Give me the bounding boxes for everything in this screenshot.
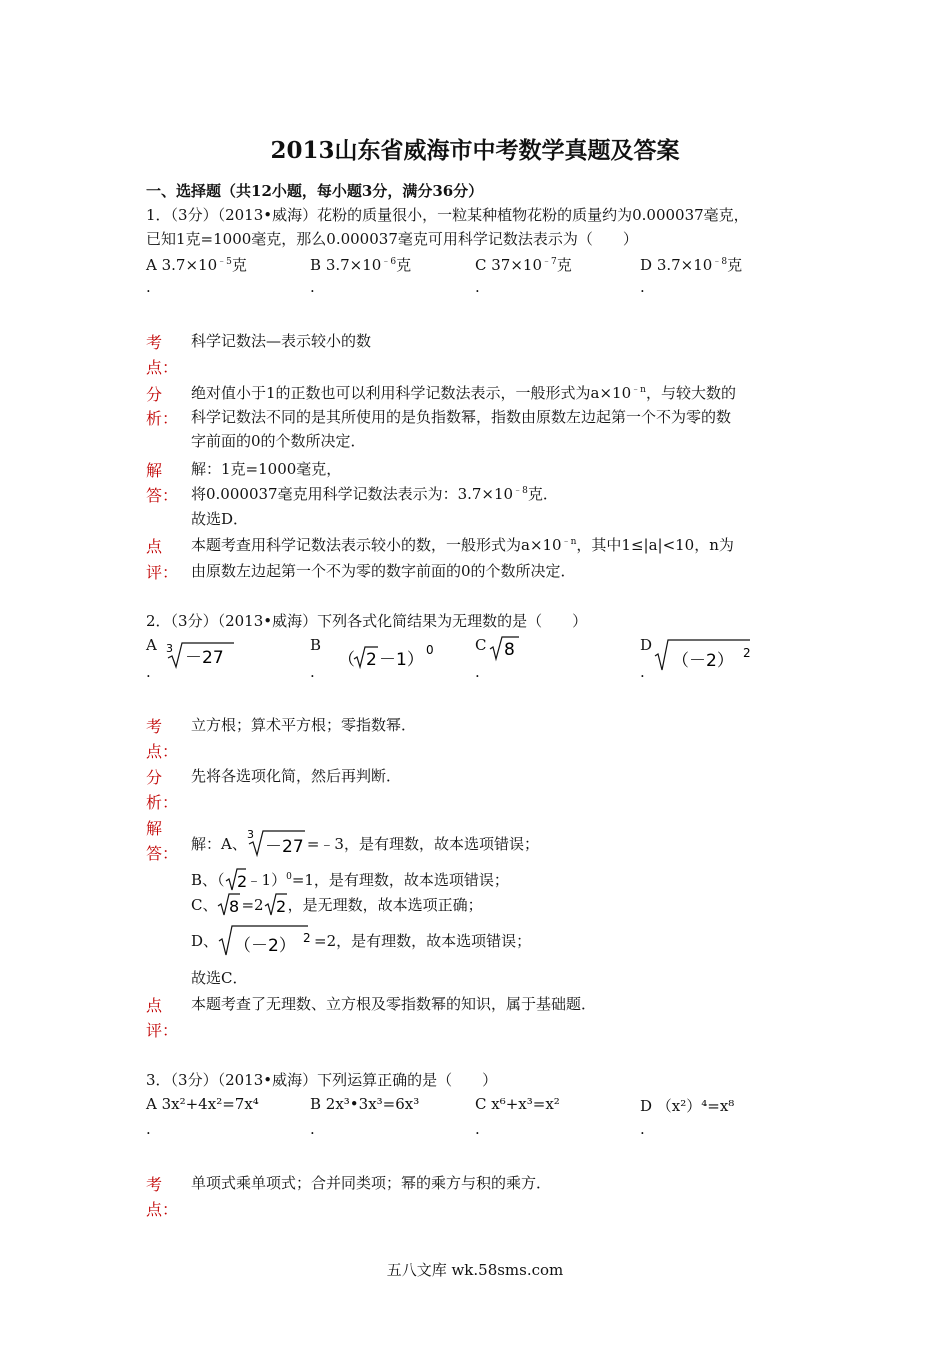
- q2-b-rest: －1）: [379, 650, 424, 670]
- q3-option-d: D （x²）⁴=x⁸: [640, 1097, 735, 1115]
- q1-line2: 已知1克=1000毫克，那么0.000037毫克可用科学记数法表示为（ ）: [146, 230, 638, 248]
- q3-label-dian: 点：: [146, 1200, 179, 1219]
- q2-dot-c: .: [475, 663, 480, 681]
- q2-c-radicand: 8: [504, 640, 515, 660]
- q2-option-a-radical: [166, 640, 236, 674]
- q2-b-exp: 0: [426, 643, 434, 657]
- q2-label-fen: 分: [146, 768, 163, 787]
- q1-label-dian2: 点: [146, 537, 163, 556]
- q1-dot-c: .: [475, 278, 480, 296]
- q1-option-c: C $37\times 10^{﹣7}$克: [475, 256, 572, 274]
- q2-label-jie: 解: [146, 819, 163, 838]
- q2-a-radicand: －27: [185, 648, 224, 668]
- q2-dianping: 本题考查了无理数、立方根及零指数幂的知识，属于基础题．: [191, 995, 597, 1013]
- q1-dot-a: .: [146, 278, 151, 296]
- q2-d-exp: 2: [743, 646, 751, 660]
- q1-label-jie: 解: [146, 461, 163, 480]
- q1-label-ping: 评：: [146, 563, 179, 582]
- q1-kaodian: 科学记数法—表示较小的数: [191, 332, 372, 350]
- q2-label-kao: 考: [146, 717, 163, 736]
- q1-dianping-line1: 本题考查用科学记数法表示较小的数，一般形式为$a\times 10^{﹣n}$，其中1≤|a|<10，n为: [191, 536, 734, 554]
- q3-label-kao: 考: [146, 1175, 163, 1194]
- q2-jieda-d-exp: 2: [303, 931, 311, 945]
- q2-b-inner: 2: [366, 650, 377, 670]
- q2-label-da: 答：: [146, 844, 179, 863]
- q1-label-xi: 析：: [146, 409, 179, 428]
- q3-option-a: A 3x²+4x²=7x⁴: [146, 1095, 259, 1113]
- q1-fenxi-line3: 字前面的0的个数所决定．: [191, 432, 366, 450]
- q1-option-b: B $3.7\times 10^{﹣6}$克: [310, 256, 412, 274]
- q1-option-a: A $3.7\times 10^{﹣5}$克: [146, 256, 247, 274]
- q3-kaodian: 单项式乘单项式；合并同类项；幂的乘方与积的乘方．: [191, 1174, 552, 1192]
- q1-label-da: 答：: [146, 486, 179, 505]
- q3-dot-d: .: [640, 1120, 645, 1138]
- q2-option-b-letter: B: [310, 636, 322, 654]
- q1-jieda-line2: 将0.000037毫克用科学记数法表示为：$3.7\times 10^{﹣8}$克．: [191, 485, 558, 503]
- q1-jieda-line1: 解：1克=1000毫克，: [191, 460, 342, 478]
- q1-dot-b: .: [310, 278, 315, 296]
- q1-label-fen: 分: [146, 385, 163, 404]
- q2-dot-d: .: [640, 663, 645, 681]
- q2-jieda-a-index: 3: [246, 828, 254, 841]
- page-title: 2013山东省威海市中考数学真题及答案: [270, 137, 680, 164]
- q2-jieda-a-radicand: －27: [264, 837, 304, 857]
- q2-kaodian: 立方根；算术平方根；零指数幂．: [191, 716, 417, 734]
- q3-option-c: C x⁶+x³=x²: [475, 1095, 560, 1113]
- q2-option-d-radical: [654, 636, 758, 678]
- page-footer: 五八文库 wk.58sms.com: [386, 1261, 564, 1279]
- q2-option-c-letter: C: [475, 636, 487, 654]
- q2-jieda-b: B、（ 2 ﹣1）$^0$=1，是有理数，故本选项错误；: [191, 871, 509, 891]
- q2-dot-b: .: [310, 663, 315, 681]
- q3-dot-b: .: [310, 1120, 315, 1138]
- q1-option-d: D $3.7\times 10^{﹣8}$克: [640, 256, 743, 274]
- q2-label-dian2: 点: [146, 996, 163, 1015]
- q2-dot-a: .: [146, 663, 151, 681]
- q1-label-kao: 考: [146, 333, 163, 352]
- section-heading: 一、选择题（共12小题，每小题3分，满分36分）: [146, 182, 484, 200]
- q2-jieda-d-radicand: （－2）: [234, 936, 296, 956]
- q2-jieda-end: 故选C．: [191, 969, 248, 987]
- q2-jieda-d: D、 （－2） 2 =2，是有理数，故本选项错误；: [191, 922, 531, 958]
- q1-dianping-line2: 由原数左边起第一个不为零的数字前面的0的个数所决定．: [191, 562, 576, 580]
- q2-fenxi: 先将各选项化简，然后再判断．: [191, 767, 402, 785]
- q2-jieda-c: C、 8 =2 2 ，是无理数，故本选项正确；: [191, 896, 483, 916]
- q2-option-c-radical: [489, 634, 529, 668]
- q2-b-open: （: [338, 650, 355, 670]
- q2-option-d-letter: D: [640, 636, 653, 654]
- q3-dot-c: .: [475, 1120, 480, 1138]
- q1-fenxi-line2: 科学记数法不同的是其所使用的是负指数幂，指数由原数左边起第一个不为零的数: [191, 408, 732, 426]
- q2-jieda-c-inner: 2: [275, 897, 286, 916]
- q3-dot-a: .: [146, 1120, 151, 1138]
- q2-line1: 2．（3分）（2013•威海）下列各式化简结果为无理数的是（ ）: [146, 612, 588, 630]
- q2-jieda-a: 解：A、 3 －27 =﹣3，是有理数，故本选项错误；: [191, 828, 539, 857]
- q1-jieda-line3: 故选D．: [191, 510, 249, 528]
- q2-label-ping: 评：: [146, 1021, 179, 1040]
- q2-option-a-letter: A: [146, 636, 157, 654]
- q2-label-dian: 点：: [146, 742, 179, 761]
- q3-option-b: B 2x³•3x³=6x³: [310, 1095, 420, 1113]
- q2-option-b-expr: [338, 640, 448, 676]
- q2-label-xi: 析：: [146, 793, 179, 812]
- q3-line1: 3．（3分）（2013•威海）下列运算正确的是（ ）: [146, 1071, 498, 1089]
- q1-line1: 1．（3分）（2013•威海）花粉的质量很小，一粒某种植物花粉的质量约为0.000037毫克，: [146, 206, 749, 224]
- q2-jieda-c-radicand: 8: [229, 897, 240, 916]
- q1-dot-d: .: [640, 278, 645, 296]
- q2-a-index: 3: [166, 642, 173, 655]
- q1-label-dian: 点：: [146, 358, 179, 377]
- q2-d-radicand: （－2）: [672, 651, 734, 671]
- q1-fenxi-line1: 绝对值小于1的正数也可以利用科学记数法表示，一般形式为$a\times 10^{﹣n}$，与较大数的: [191, 384, 736, 402]
- q2-jieda-b-inner: 2: [236, 872, 247, 891]
